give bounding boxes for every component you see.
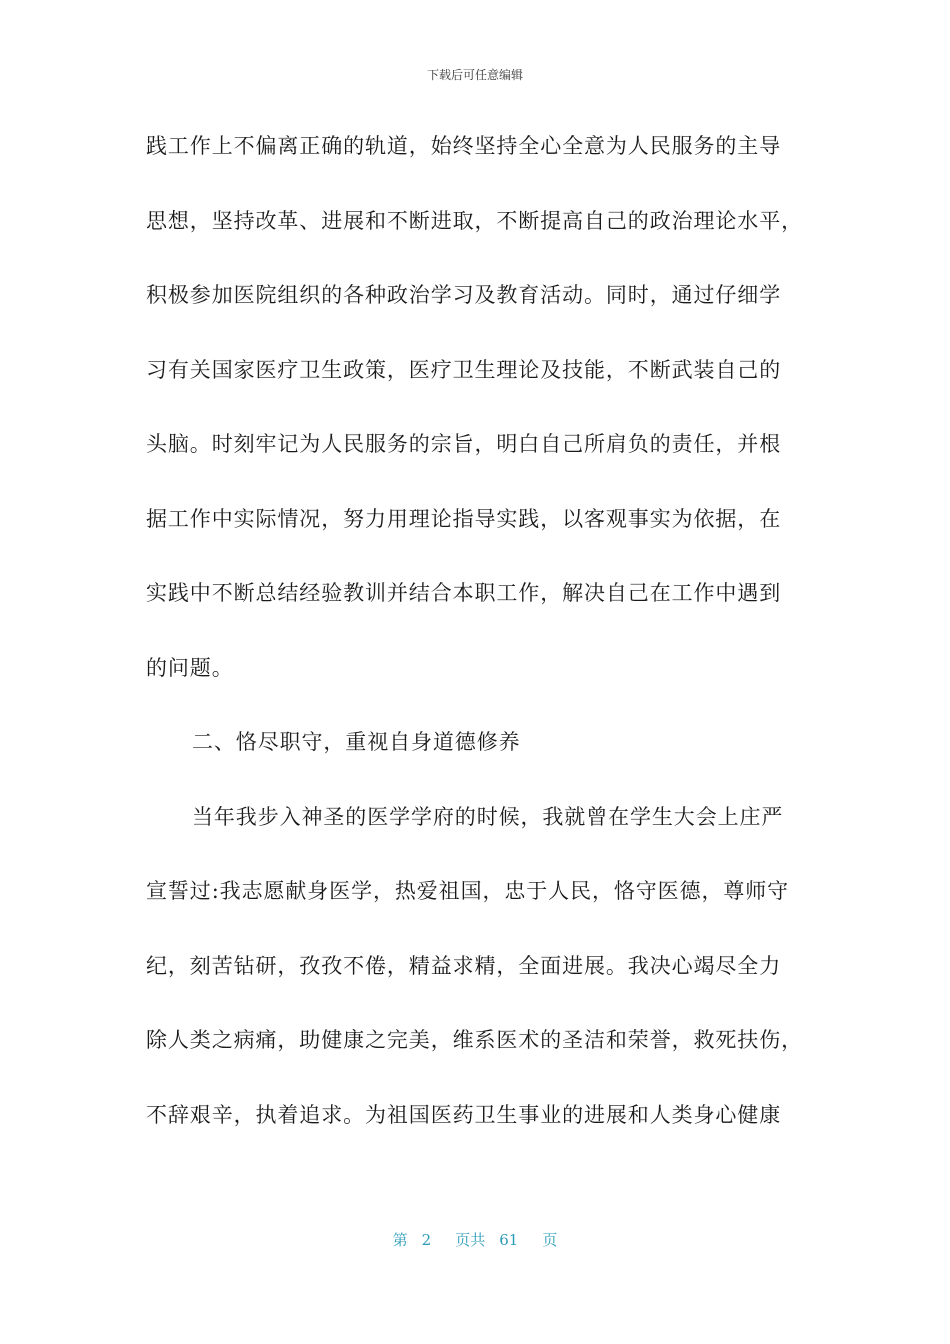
footer-middle: 页共 (455, 1231, 486, 1249)
paragraph-line: 习有关国家医疗卫生政策，医疗卫生理论及技能，不断武装自己的 (146, 357, 782, 382)
footer-page-number: 2 (421, 1231, 432, 1249)
footer-total-pages: 61 (499, 1231, 519, 1249)
paragraph-line: 当年我步入神圣的医学学府的时候，我就曾在学生大会上庄严 (192, 804, 784, 829)
paragraph-line: 据工作中实际情况，努力用理论指导实践，以客观事实为依据，在 (146, 506, 782, 531)
page-footer (0, 1230, 950, 1250)
paragraph-line: 纪，刻苦钻研，孜孜不倦，精益求精，全面进展。我决心竭尽全力 (146, 953, 782, 978)
page-header: 下载后可任意编辑 (426, 68, 523, 82)
footer-prefix: 第 (392, 1231, 408, 1249)
paragraph-line: 积极参加医院组织的各种政治学习及教育活动。同时，通过仔细学 (146, 283, 782, 307)
paragraph-line: 不辞艰辛，执着追求。为祖国医药卫生事业的进展和人类身心健康 (146, 1102, 782, 1127)
section-heading: 二、恪尽职守，重视自身道德修养 (192, 730, 521, 754)
paragraph-line: 的问题。 (146, 655, 234, 680)
paragraph-line: 宣誓过:我志愿献身医学，热爱祖国，忠于人民，恪守医德，尊师守 (146, 879, 790, 903)
footer-suffix: 页 (542, 1231, 558, 1249)
paragraph-line: 实践中不断总结经验教训并结合本职工作，解决自己在工作中遇到 (146, 581, 782, 605)
document-body (146, 128, 806, 1171)
paragraph-line: 除人类之病痛，助健康之完美，维系医术的圣洁和荣誉，救死扶伤， (146, 1028, 803, 1052)
paragraph-line: 践工作上不偏离正确的轨道，始终坚持全心全意为人民服务的主导 (146, 134, 782, 158)
paragraph-line: 头脑。时刻牢记为人民服务的宗旨，明白自己所肩负的责任，并根 (146, 432, 782, 456)
paragraph-line: 思想，坚持改革、进展和不断进取，不断提高自己的政治理论水平， (146, 208, 803, 233)
